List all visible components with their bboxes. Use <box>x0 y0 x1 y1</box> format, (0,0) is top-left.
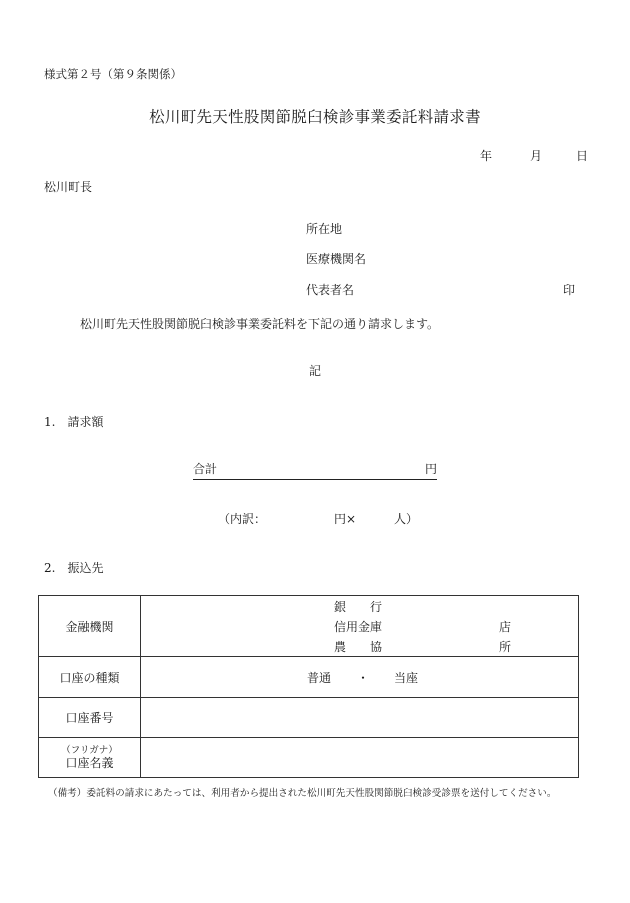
account-type-label: 口座の種類 <box>39 657 141 698</box>
transfer-destination-table <box>38 595 579 778</box>
account-name-label: 口座名義 <box>65 755 114 770</box>
remarks-note: （備考）委託料の請求にあたっては、利用者から提出された松川町先天性股関節脱臼検診受診票を送付してください。 <box>48 788 557 799</box>
financial-institution-row <box>39 596 579 657</box>
total-amount-field[interactable] <box>193 460 437 480</box>
address-label: 所在地 <box>306 222 343 236</box>
account-number-row <box>39 698 579 738</box>
branch-suffix-office: 所 <box>499 640 512 654</box>
document-title: 松川町先天性股関節脱臼検診事業委託料請求書 <box>149 108 481 126</box>
financial-institution-label: 金融機関 <box>39 596 141 657</box>
account-type-separator: ・ <box>357 671 370 685</box>
request-statement: 松川町先天性股関節脱臼検診事業委託料を下記の通り請求します。 <box>80 317 440 331</box>
account-name-furigana-label: （フリガナ） <box>61 744 118 756</box>
bank-type-bank: 銀 行 <box>334 600 383 614</box>
account-type-current[interactable]: 当座 <box>394 671 419 685</box>
account-type-row <box>39 657 579 698</box>
account-name-label-cell <box>39 738 141 778</box>
ki-marker: 記 <box>308 364 321 378</box>
account-number-field[interactable] <box>141 698 579 738</box>
branch-suffix-store: 店 <box>499 620 512 634</box>
bank-type-nokyo: 農 協 <box>334 640 383 654</box>
seal-mark: 印 <box>563 283 576 297</box>
breakdown-person-unit: 人） <box>394 512 419 526</box>
institution-name-label: 医療機関名 <box>306 252 367 266</box>
breakdown-yen-unit: 円× <box>334 512 357 526</box>
account-type-ordinary[interactable]: 普通 <box>307 671 332 685</box>
section-2-heading: 2. 振込先 <box>44 561 104 575</box>
account-name-field[interactable] <box>141 738 579 778</box>
date-year-label: 年 <box>480 149 493 163</box>
representative-label: 代表者名 <box>306 283 355 297</box>
breakdown-label: （内訳： <box>218 512 267 526</box>
account-number-label: 口座番号 <box>39 698 141 738</box>
account-name-row <box>39 738 579 778</box>
date-day-label: 日 <box>576 149 589 163</box>
total-label: 合計 <box>193 462 218 476</box>
date-month-label: 月 <box>530 149 543 163</box>
addressee: 松川町長 <box>44 180 93 194</box>
financial-institution-field[interactable] <box>141 596 579 657</box>
bank-type-shinkin: 信用金庫 <box>334 620 383 634</box>
form-number: 様式第２号（第９条関係） <box>44 67 182 81</box>
total-yen-unit: 円 <box>424 462 437 476</box>
account-type-field[interactable] <box>141 657 579 698</box>
section-1-heading: 1. 請求額 <box>44 415 104 429</box>
